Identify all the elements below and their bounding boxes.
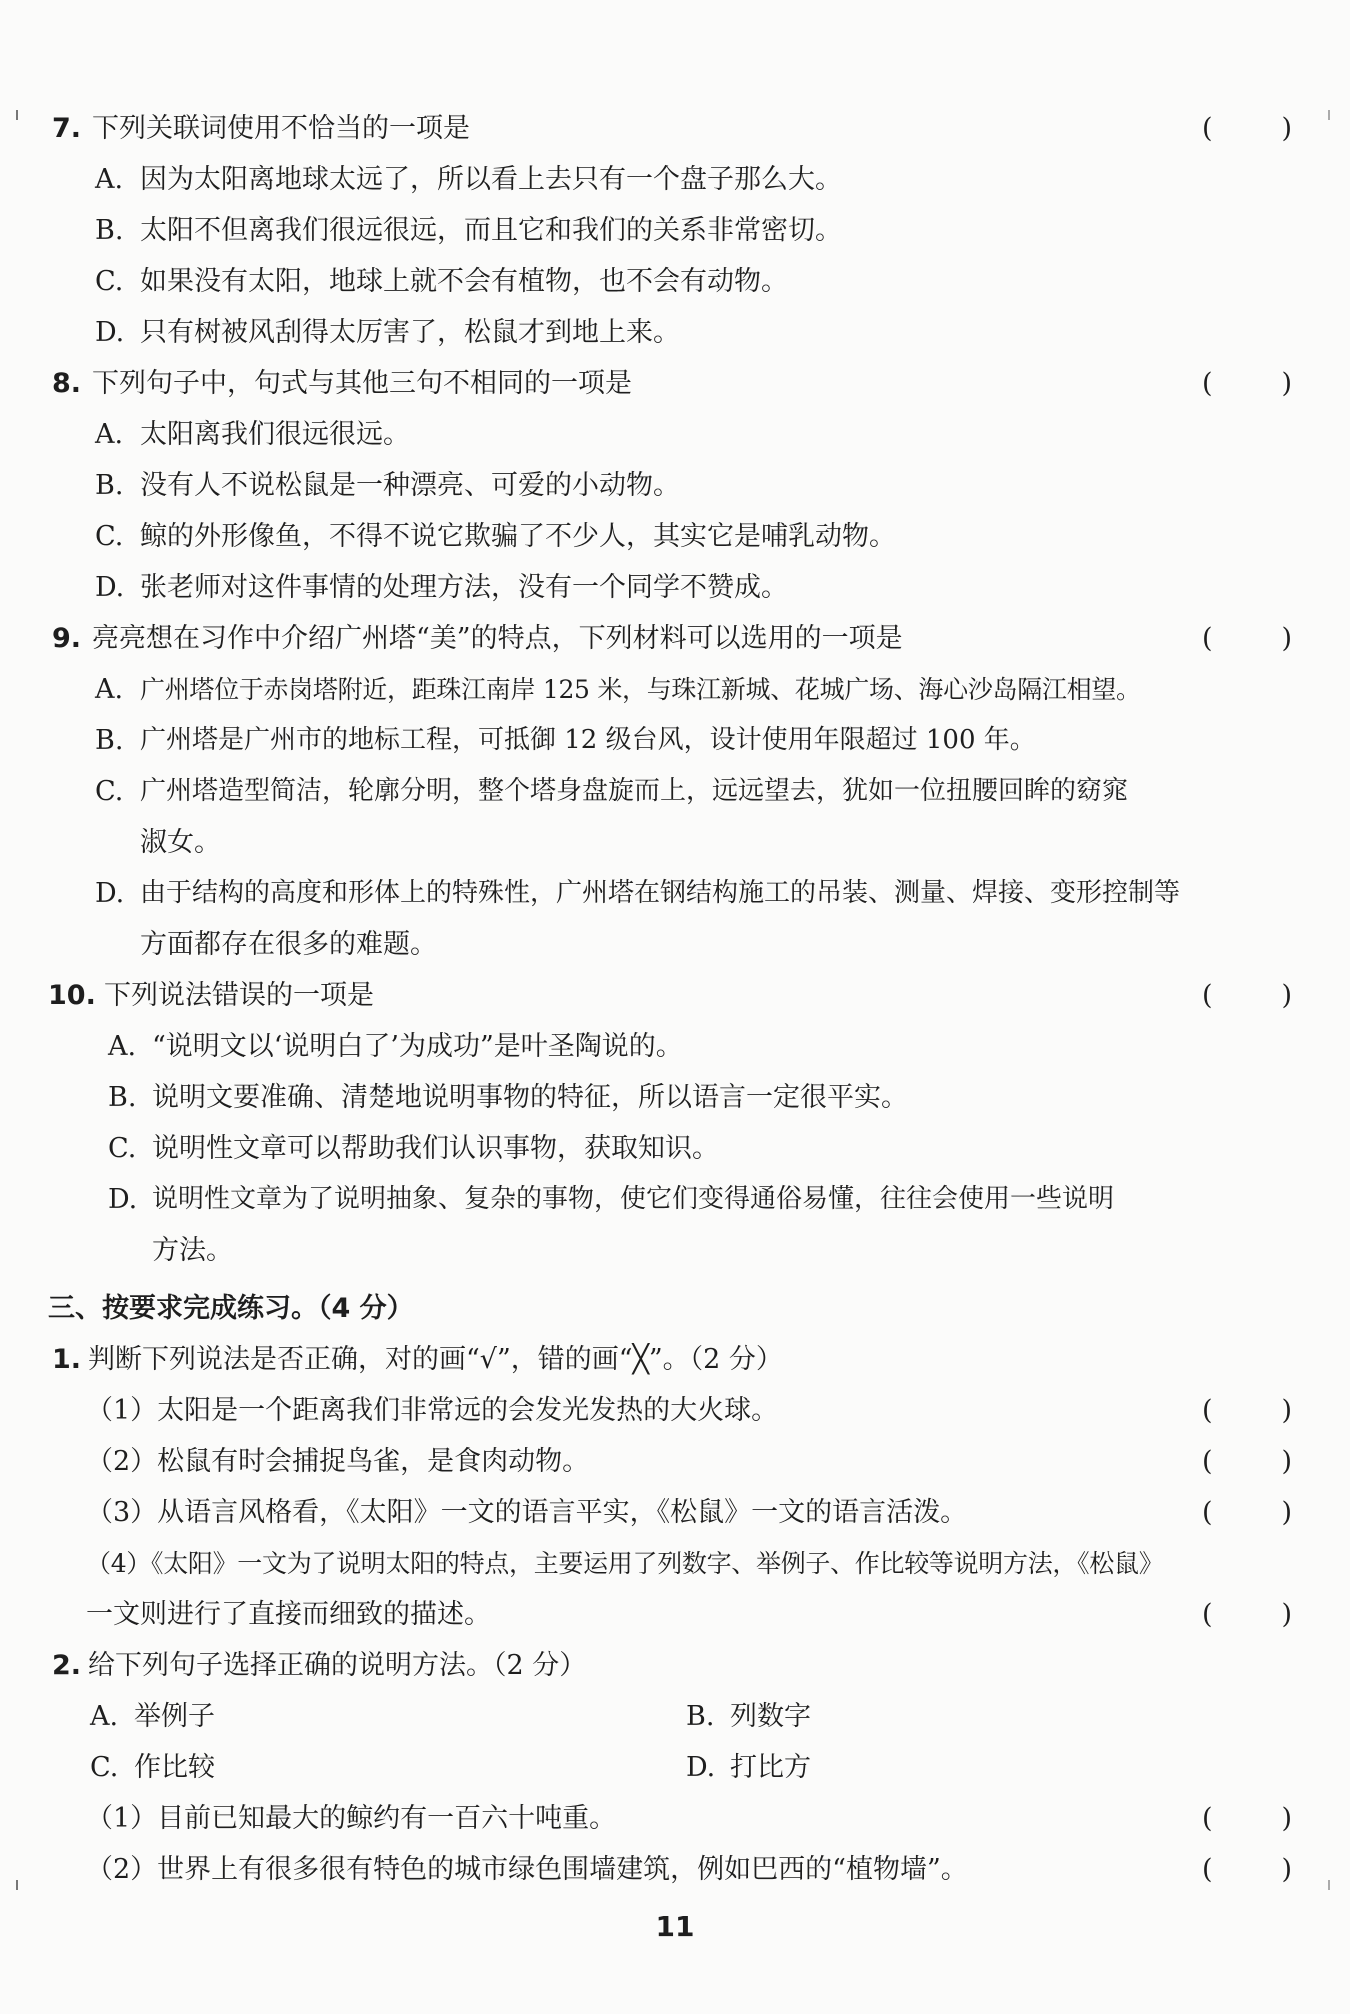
answer-blank[interactable]: ( ) bbox=[1202, 1497, 1292, 1528]
choice-text: 作比较 bbox=[134, 1752, 215, 1783]
answer-blank[interactable]: ( ) bbox=[1202, 1446, 1292, 1477]
question-8-stem bbox=[0, 358, 1350, 409]
option-text: 说明文要准确、清楚地说明事物的特征，所以语言一定很平实。 bbox=[152, 1082, 908, 1113]
option-text: 广州塔造型简洁，轮廓分明，整个塔身盘旋而上，远远望去，犹如一位扭腰回眸的窈窕 bbox=[140, 776, 1129, 806]
option-b bbox=[0, 205, 1350, 256]
option-label: A. bbox=[95, 674, 124, 705]
question-text: 下列句子中，句式与其他三句不相同的一项是 bbox=[92, 368, 632, 399]
item-text: 一文则进行了直接而细致的描述。 bbox=[86, 1599, 491, 1630]
option-d bbox=[0, 562, 1350, 613]
choice-label: C. bbox=[90, 1752, 119, 1783]
option-d bbox=[0, 868, 1350, 919]
choice-text: 列数字 bbox=[730, 1701, 811, 1732]
choice-label: A. bbox=[90, 1701, 119, 1732]
option-label: B. bbox=[95, 215, 124, 246]
option-d-continued bbox=[0, 1225, 1350, 1276]
question-number: 8. bbox=[52, 368, 82, 399]
option-a bbox=[0, 1021, 1350, 1072]
section-title: 三、按要求完成练习。（4 分） bbox=[48, 1293, 414, 1324]
option-label: D. bbox=[95, 317, 125, 348]
question-number: 10. bbox=[48, 980, 96, 1011]
question-number: 1. bbox=[52, 1344, 82, 1375]
item-text: （1）太阳是一个距离我们非常远的会发光发热的大火球。 bbox=[86, 1395, 779, 1426]
option-text: 太阳不但离我们很远很远，而且它和我们的关系非常密切。 bbox=[140, 215, 842, 246]
question-text: 判断下列说法是否正确，对的画“√”，错的画“╳”。（2 分） bbox=[88, 1344, 783, 1375]
option-d-continued bbox=[0, 919, 1350, 970]
option-d bbox=[0, 307, 1350, 358]
option-a bbox=[0, 664, 1350, 715]
item-text: （3）从语言风格看，《太阳》一文的语言平实，《松鼠》一文的语言活泼。 bbox=[86, 1497, 968, 1528]
choice-label: B. bbox=[686, 1701, 715, 1732]
option-c bbox=[0, 1123, 1350, 1174]
method-choices-row bbox=[0, 1691, 1350, 1742]
item-text: （1）目前已知最大的鲸约有一百六十吨重。 bbox=[86, 1803, 617, 1834]
option-text: 如果没有太阳，地球上就不会有植物，也不会有动物。 bbox=[140, 266, 788, 297]
choice-text: 举例子 bbox=[134, 1701, 215, 1732]
item-text: （2）世界上有很多很有特色的城市绿色围墙建筑，例如巴西的“植物墙”。 bbox=[86, 1854, 968, 1885]
option-text: “说明文以‘说明白了’为成功”是叶圣陶说的。 bbox=[152, 1031, 683, 1062]
option-text: 由于结构的高度和形体上的特殊性，广州塔在钢结构施工的吊装、测量、焊接、变形控制等 bbox=[140, 878, 1181, 908]
practice-1-stem bbox=[0, 1334, 1350, 1385]
option-label: D. bbox=[95, 572, 125, 603]
judgement-item bbox=[0, 1385, 1350, 1436]
question-number: 9. bbox=[52, 623, 82, 654]
option-text: 张老师对这件事情的处理方法，没有一个同学不赞成。 bbox=[140, 572, 788, 603]
answer-blank[interactable]: ( ) bbox=[1202, 1803, 1292, 1834]
option-text: 方面都存在很多的难题。 bbox=[140, 929, 437, 960]
option-text: 鲸的外形像鱼，不得不说它欺骗了不少人，其实它是哺乳动物。 bbox=[140, 521, 896, 552]
choice-label: D. bbox=[686, 1752, 716, 1783]
option-c bbox=[0, 766, 1350, 817]
option-text: 广州塔是广州市的地标工程，可抵御 12 级台风，设计使用年限超过 100 年。 bbox=[140, 725, 1036, 755]
answer-blank[interactable]: ( ) bbox=[1202, 368, 1292, 399]
section-heading bbox=[0, 1283, 1350, 1334]
judgement-item bbox=[0, 1436, 1350, 1487]
answer-blank[interactable]: ( ) bbox=[1202, 980, 1292, 1011]
method-item bbox=[0, 1844, 1350, 1895]
option-text: 说明性文章为了说明抽象、复杂的事物，使它们变得通俗易懂，往往会使用一些说明 bbox=[152, 1184, 1115, 1214]
option-c-continued bbox=[0, 817, 1350, 868]
question-text: 下列说法错误的一项是 bbox=[104, 980, 374, 1011]
option-text: 说明性文章可以帮助我们认识事物，获取知识。 bbox=[152, 1133, 719, 1164]
option-label: A. bbox=[95, 164, 124, 195]
option-text: 没有人不说松鼠是一种漂亮、可爱的小动物。 bbox=[140, 470, 680, 501]
item-text: （4）《太阳》一文为了说明太阳的特点，主要运用了列数字、举例子、作比较等说明方法，《松鼠》 bbox=[86, 1549, 1164, 1578]
question-10-stem bbox=[0, 970, 1350, 1021]
question-number: 2. bbox=[52, 1650, 82, 1681]
option-b bbox=[0, 715, 1350, 766]
choice-text: 打比方 bbox=[730, 1752, 811, 1783]
option-d bbox=[0, 1174, 1350, 1225]
option-text: 只有树被风刮得太厉害了，松鼠才到地上来。 bbox=[140, 317, 680, 348]
practice-2-stem bbox=[0, 1640, 1350, 1691]
question-number: 7. bbox=[52, 113, 82, 144]
option-label: A. bbox=[95, 419, 124, 450]
judgement-item-continued bbox=[0, 1589, 1350, 1640]
option-c bbox=[0, 511, 1350, 562]
option-label: C. bbox=[95, 776, 124, 807]
option-label: B. bbox=[108, 1082, 137, 1113]
option-label: B. bbox=[95, 470, 124, 501]
option-text: 因为太阳离地球太远了，所以看上去只有一个盘子那么大。 bbox=[140, 164, 842, 195]
question-7-stem bbox=[0, 103, 1350, 154]
judgement-item bbox=[0, 1487, 1350, 1538]
item-text: （2）松鼠有时会捕捉鸟雀，是食肉动物。 bbox=[86, 1446, 590, 1477]
option-b bbox=[0, 460, 1350, 511]
answer-blank[interactable]: ( ) bbox=[1202, 113, 1292, 144]
option-label: D. bbox=[108, 1184, 138, 1215]
answer-blank[interactable]: ( ) bbox=[1202, 1395, 1292, 1426]
option-text: 太阳离我们很远很远。 bbox=[140, 419, 410, 450]
method-item bbox=[0, 1793, 1350, 1844]
page-number: 11 bbox=[655, 1910, 695, 1943]
option-text: 方法。 bbox=[152, 1235, 233, 1266]
question-text: 亮亮想在习作中介绍广州塔“美”的特点，下列材料可以选用的一项是 bbox=[92, 623, 903, 654]
option-text: 广州塔位于赤岗塔附近，距珠江南岸 125 米，与珠江新城、花城广场、海心沙岛隔江相望。 bbox=[140, 675, 1141, 704]
option-c bbox=[0, 256, 1350, 307]
option-label: C. bbox=[95, 521, 124, 552]
question-text: 给下列句子选择正确的说明方法。（2 分） bbox=[88, 1650, 587, 1681]
option-label: C. bbox=[95, 266, 124, 297]
answer-blank[interactable]: ( ) bbox=[1202, 1599, 1292, 1630]
question-9-stem bbox=[0, 613, 1350, 664]
answer-blank[interactable]: ( ) bbox=[1202, 1854, 1292, 1885]
question-text: 下列关联词使用不恰当的一项是 bbox=[92, 113, 470, 144]
option-label: D. bbox=[95, 878, 125, 909]
option-b bbox=[0, 1072, 1350, 1123]
answer-blank[interactable]: ( ) bbox=[1202, 623, 1292, 654]
judgement-item bbox=[0, 1538, 1350, 1589]
option-label: C. bbox=[108, 1133, 137, 1164]
option-a bbox=[0, 409, 1350, 460]
method-choices-row bbox=[0, 1742, 1350, 1793]
option-label: B. bbox=[95, 725, 124, 756]
option-a bbox=[0, 154, 1350, 205]
option-label: A. bbox=[108, 1031, 137, 1062]
option-text: 淑女。 bbox=[140, 827, 221, 858]
